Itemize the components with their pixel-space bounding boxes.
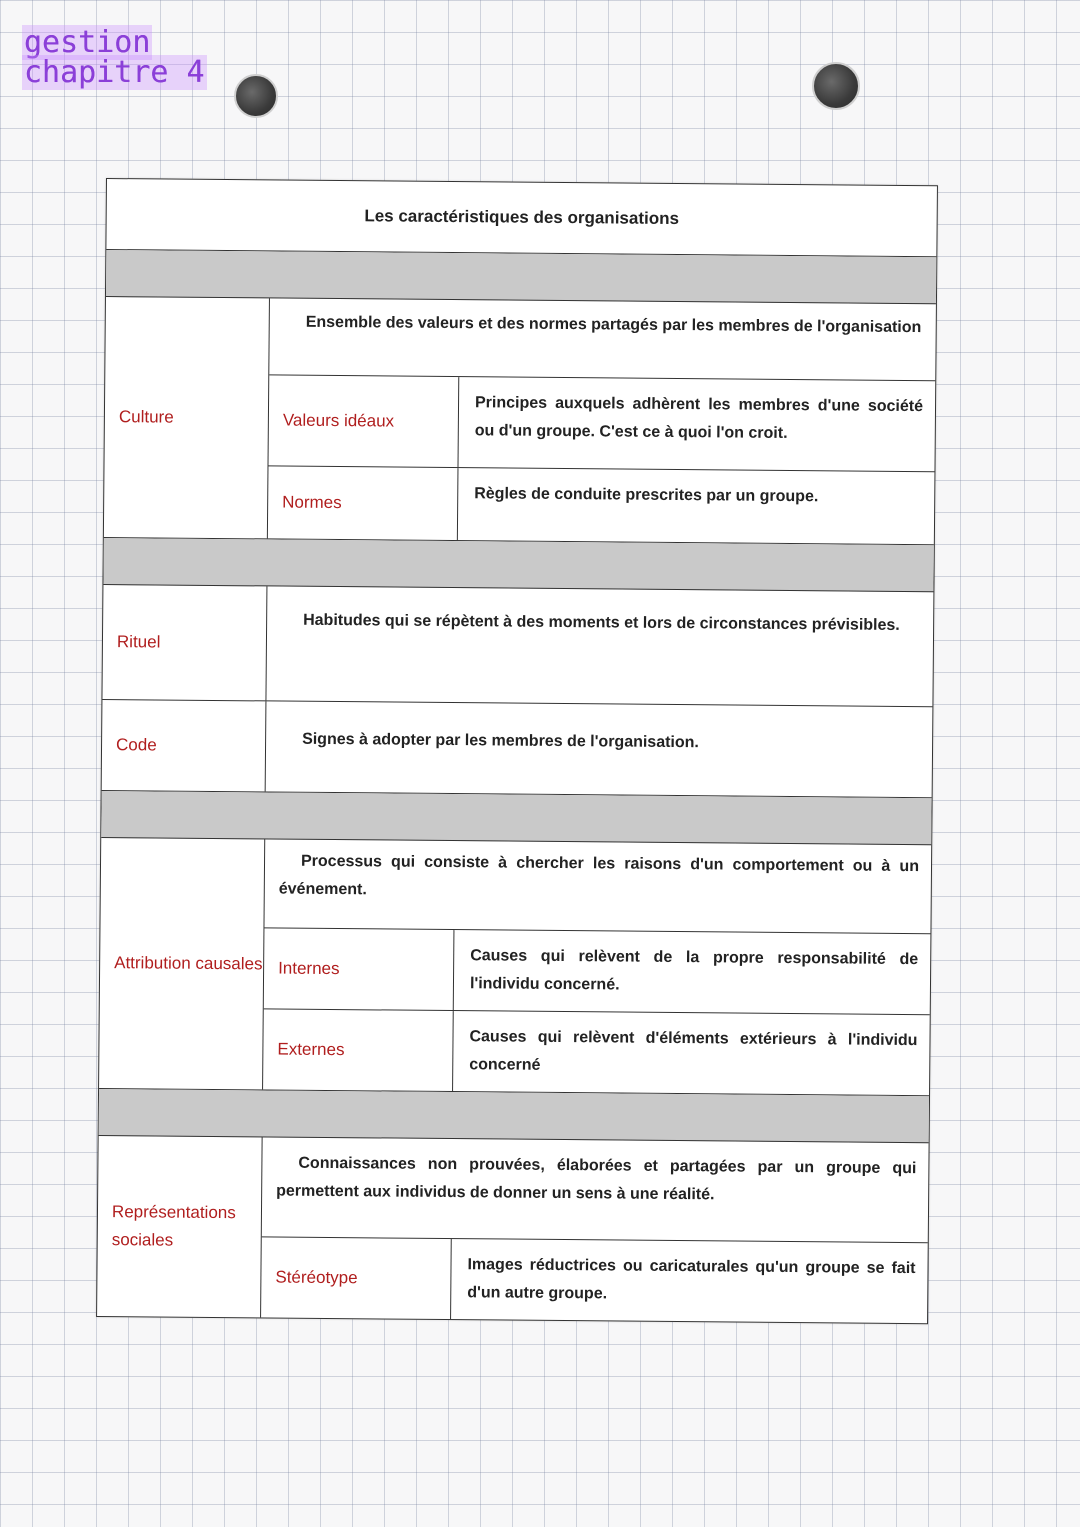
subdefinition-internes: Causes qui relèvent de la propre responsabilité de l'individu concerné.	[469, 947, 919, 994]
separator-band	[101, 791, 931, 845]
subrow-normes	[268, 465, 935, 544]
header-line-subject: gestion	[24, 25, 151, 60]
term-attribution-causales: Attribution causales	[99, 838, 265, 1089]
subterm-internes: Internes	[264, 928, 455, 1010]
subdefinition-valeurs: Principes auxquels adhèrent les membres d'une société ou d'un groupe. C'est ce à quoi l'on croit.	[474, 394, 924, 442]
definition-rituel: Habitudes qui se répètent à des moments et lors de circonstances prévisibles.	[303, 611, 900, 634]
separator-band	[106, 250, 936, 304]
subterm-stereotype: Stéréotype	[261, 1237, 452, 1319]
printed-document	[96, 178, 938, 1324]
definition-culture: Ensemble des valeurs et des normes partagés par les membres de l'organisation	[305, 313, 922, 337]
subdefinition-normes: Règles de conduite prescrites par un groupe.	[474, 485, 819, 506]
subrow-externes	[263, 1008, 930, 1095]
subterm-normes: Normes	[268, 466, 459, 540]
definition-code: Signes à adopter par les membres de l'organisation.	[302, 730, 699, 752]
subrow-internes	[264, 927, 931, 1014]
definition-attribution: Processus qui consiste à chercher les raisons d'un comportement ou à un événement.	[278, 852, 920, 899]
subterm-valeurs: Valeurs idéaux	[268, 375, 459, 467]
handwritten-header	[22, 25, 207, 90]
subdefinition-stereotype: Images réductrices ou caricaturales qu'un groupe se fait d'un autre groupe.	[467, 1256, 916, 1303]
term-culture: Culture	[104, 297, 270, 538]
subrow-stereotype	[261, 1236, 928, 1323]
document-title: Les caractéristiques des organisations	[106, 179, 937, 257]
section-attribution	[99, 838, 931, 1096]
separator-band	[99, 1089, 929, 1143]
section-representations	[97, 1136, 929, 1323]
section-culture	[104, 297, 936, 545]
punch-hole-left	[234, 74, 278, 118]
punch-hole-right	[812, 62, 860, 110]
header-line-chapter: chapitre 4	[24, 55, 205, 90]
term-representations-sociales: Représentations sociales	[97, 1136, 263, 1317]
definition-representations: Connaissances non prouvées, élaborées et partagées par un groupe qui permettent aux individus de donner un sens à une réalité.	[276, 1154, 917, 1204]
section-code	[102, 700, 933, 798]
subterm-externes: Externes	[263, 1009, 454, 1091]
term-code: Code	[102, 700, 267, 791]
subdefinition-externes: Causes qui relèvent d'éléments extérieurs à l'individu concerné	[469, 1028, 918, 1074]
subrow-valeurs	[268, 374, 935, 471]
section-rituel	[102, 585, 933, 707]
separator-band	[103, 538, 933, 592]
term-rituel: Rituel	[102, 585, 267, 700]
